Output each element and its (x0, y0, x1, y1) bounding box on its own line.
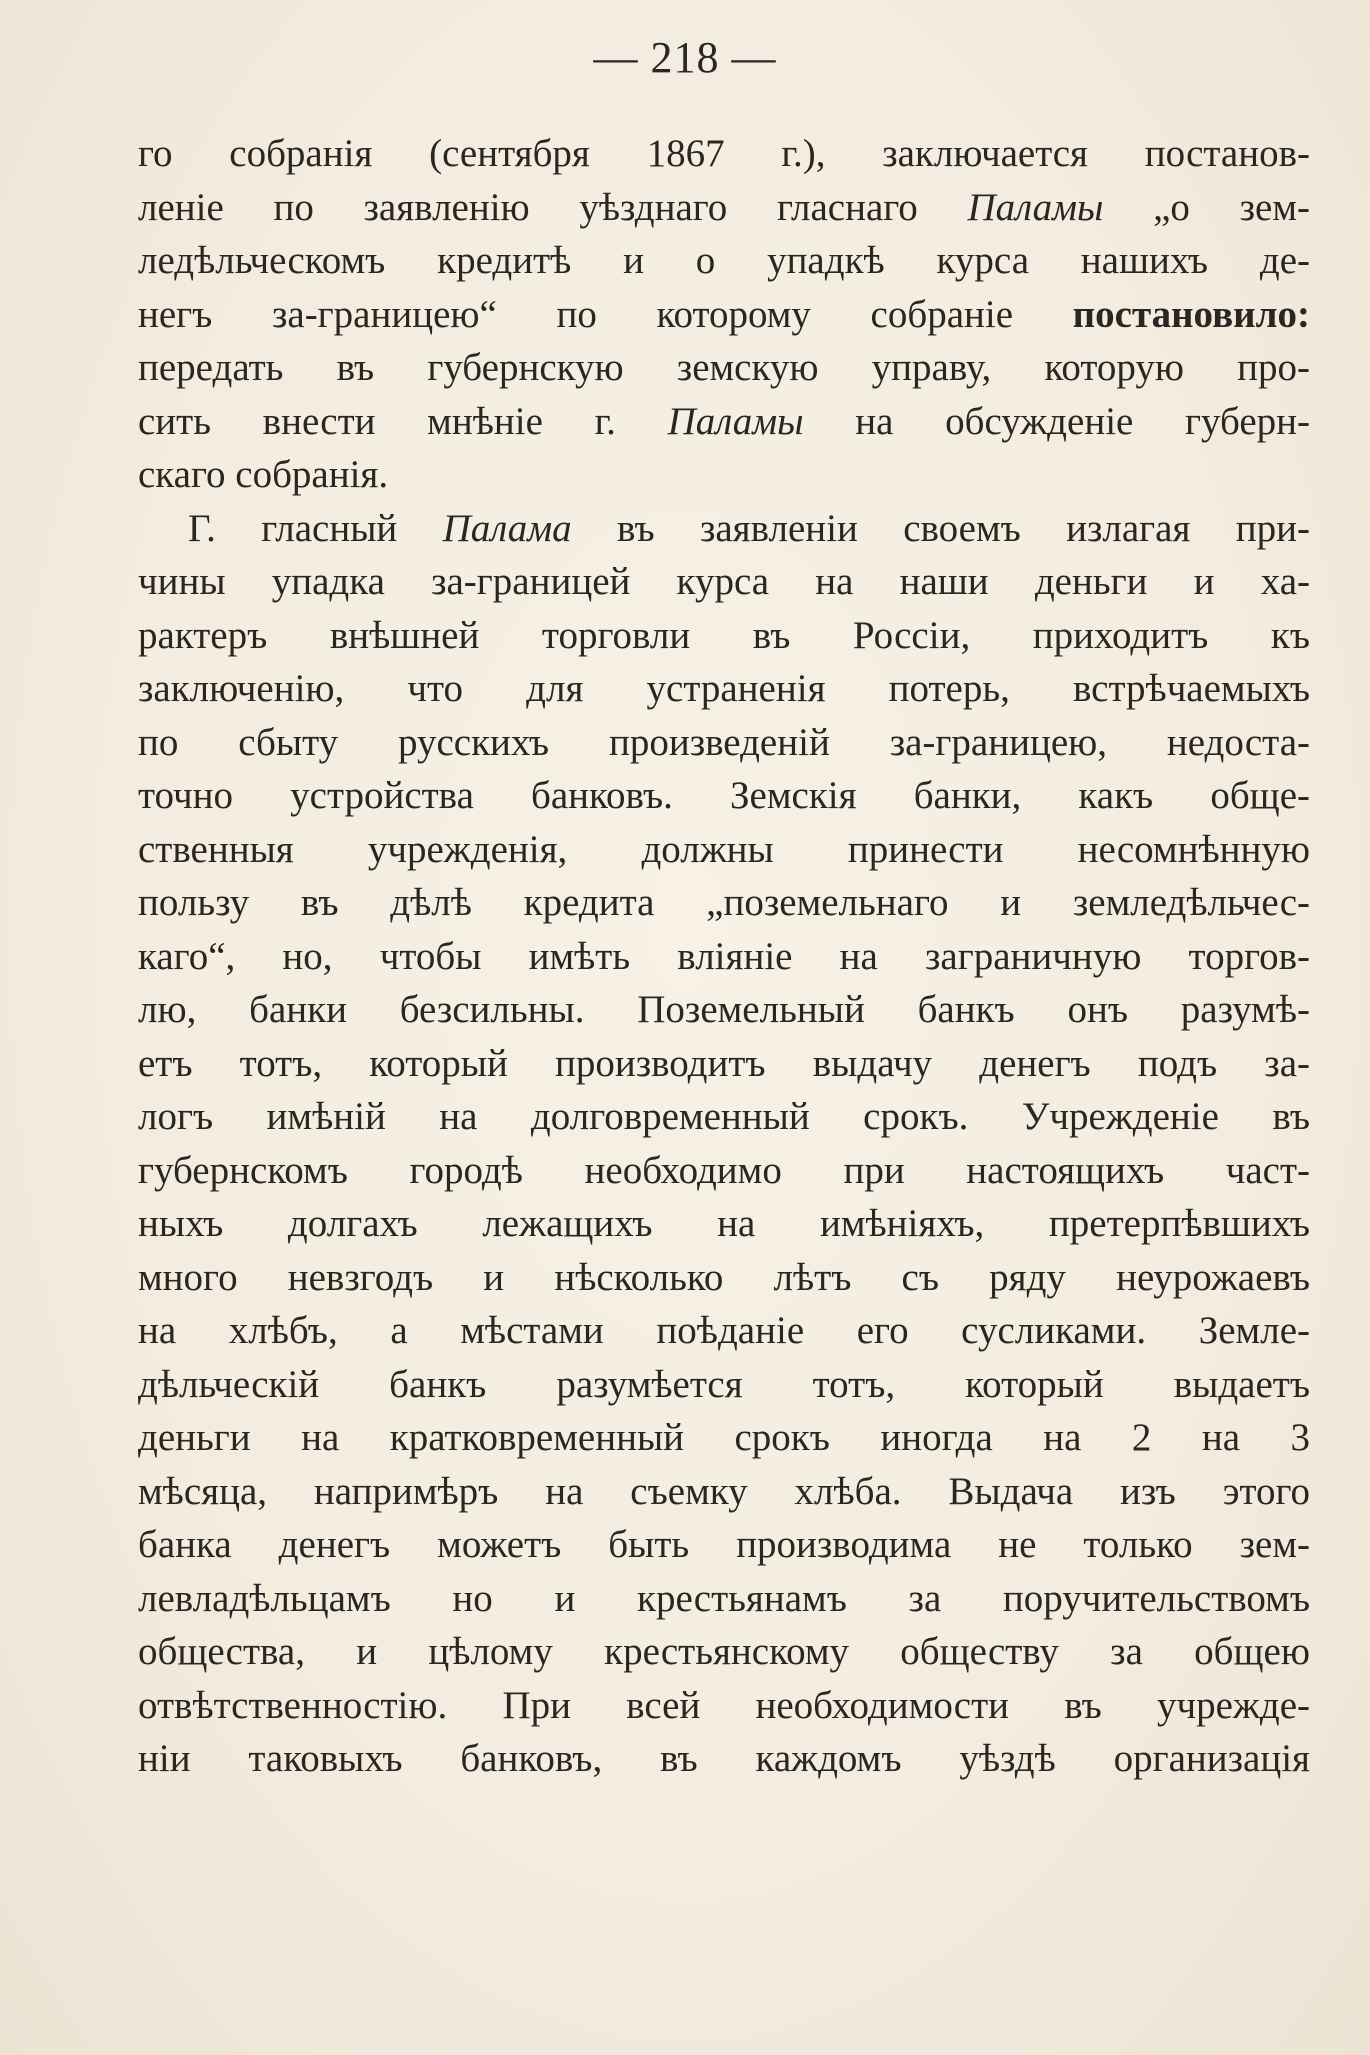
text-segment: на обсужденіе губерн- (803, 399, 1310, 443)
page-number: — 218 — (593, 33, 777, 82)
text-line (138, 930, 1310, 984)
text-segment: передать въ губернскую земскую управу, которую про- (138, 346, 1310, 389)
text-line (138, 1411, 1310, 1465)
text-segment: ственныя учрежденія, должны принести несомнѣнную (138, 827, 1310, 871)
text-line (138, 288, 1310, 342)
text-segment: заключенію, что для устраненія потерь, встрѣчаемыхъ (138, 667, 1310, 710)
text-line (138, 1197, 1310, 1251)
text-segment: ледѣльческомъ кредитѣ и о упадкѣ курса нашихъ де- (138, 239, 1310, 282)
text-segment: рактеръ внѣшней торговли въ Россіи, приходитъ къ (138, 613, 1310, 657)
text-segment: ніи таковыхъ банковъ, въ каждомъ уѣздѣ организація (138, 1737, 1310, 1780)
text-line (138, 234, 1310, 288)
text-line (138, 609, 1310, 663)
text-line (138, 1518, 1310, 1572)
text-segment: логъ имѣній на долговременный срокъ. Учрежденіе въ (138, 1095, 1310, 1138)
text-line (138, 555, 1310, 609)
text-segment: чины упадка за-границей курса на наши деньги и ха- (138, 560, 1310, 603)
text-line (138, 395, 1310, 449)
text-line (138, 1679, 1310, 1733)
bold-term: постановило: (1072, 292, 1310, 336)
text-segment: го собранія (сентября 1867 г.), заключается постанов- (138, 132, 1310, 175)
body-text (138, 127, 1310, 1786)
text-line (138, 1037, 1310, 1091)
text-line (138, 662, 1310, 716)
text-segment: етъ тотъ, который производитъ выдачу денегъ подъ за- (138, 1041, 1310, 1085)
text-line (138, 1144, 1310, 1198)
text-line (138, 1732, 1310, 1786)
text-line (138, 769, 1310, 823)
text-segment: много невзгодъ и нѣсколько лѣтъ съ ряду неурожаевъ (138, 1255, 1310, 1299)
text-line (138, 1572, 1310, 1626)
text-segment: на хлѣбъ, а мѣстами поѣданіе его сусликами. Земле- (138, 1309, 1310, 1352)
text-segment: мѣсяца, напримѣръ на съемку хлѣба. Выдача изъ этого (138, 1469, 1310, 1513)
text-segment: сить внести мнѣніе г. (138, 399, 668, 443)
text-segment: общества, и цѣлому крестьянскому обществу за общею (138, 1630, 1310, 1673)
text-line (138, 823, 1310, 877)
text-line (138, 448, 1310, 502)
text-segment: Г. гласный (188, 506, 443, 550)
text-line (138, 1090, 1310, 1144)
italic-name: Палама (442, 506, 572, 550)
text-line (138, 341, 1310, 395)
text-line (138, 1465, 1310, 1519)
text-line (138, 181, 1310, 235)
text-segment: скаго собранія. (138, 453, 389, 496)
text-segment: дѣльческій банкъ разумѣется тотъ, который выдаетъ (138, 1362, 1310, 1406)
text-segment: левладѣльцамъ но и крестьянамъ за поручительствомъ (138, 1576, 1310, 1620)
italic-name: Паламы (967, 185, 1104, 229)
text-segment: ныхъ долгахъ лежащихъ на имѣніяхъ, претерпѣвшихъ (138, 1202, 1310, 1245)
text-segment: губернскомъ городѣ необходимо при настоящихъ част- (138, 1148, 1310, 1192)
text-line (138, 1304, 1310, 1358)
text-segment: каго“, но, чтобы имѣть вліяніе на заграничную торгов- (138, 934, 1310, 978)
text-line (138, 127, 1310, 181)
text-segment: по сбыту русскихъ произведеній за-границею, недоста- (138, 720, 1310, 764)
italic-name: Паламы (667, 399, 804, 443)
text-line (138, 983, 1310, 1037)
text-line (138, 1358, 1310, 1412)
text-segment: „о зем- (1103, 185, 1310, 229)
text-line (138, 876, 1310, 930)
text-segment: въ заявленіи своемъ излагая при- (571, 506, 1310, 550)
text-segment: пользу въ дѣлѣ кредита „поземельнаго и земледѣльчес- (138, 881, 1310, 924)
text-segment: банка денегъ можетъ быть производима не только зем- (138, 1523, 1310, 1566)
text-segment: отвѣтственностію. При всей необходимости въ учрежде- (138, 1683, 1310, 1727)
text-segment: леніе по заявленію уѣзднаго гласнаго (138, 185, 968, 229)
text-line (138, 1625, 1310, 1679)
text-line (138, 716, 1310, 770)
text-segment: деньги на кратковременный срокъ иногда на 2 на 3 (138, 1416, 1310, 1459)
text-segment: лю, банки безсильны. Поземельный банкъ онъ разумѣ- (138, 988, 1310, 1031)
text-line (138, 502, 1310, 556)
text-line (138, 1251, 1310, 1305)
text-segment: точно устройства банковъ. Земскія банки, какъ обще- (138, 774, 1310, 817)
text-segment: негъ за-границею“ по которому собраніе (138, 292, 1073, 336)
